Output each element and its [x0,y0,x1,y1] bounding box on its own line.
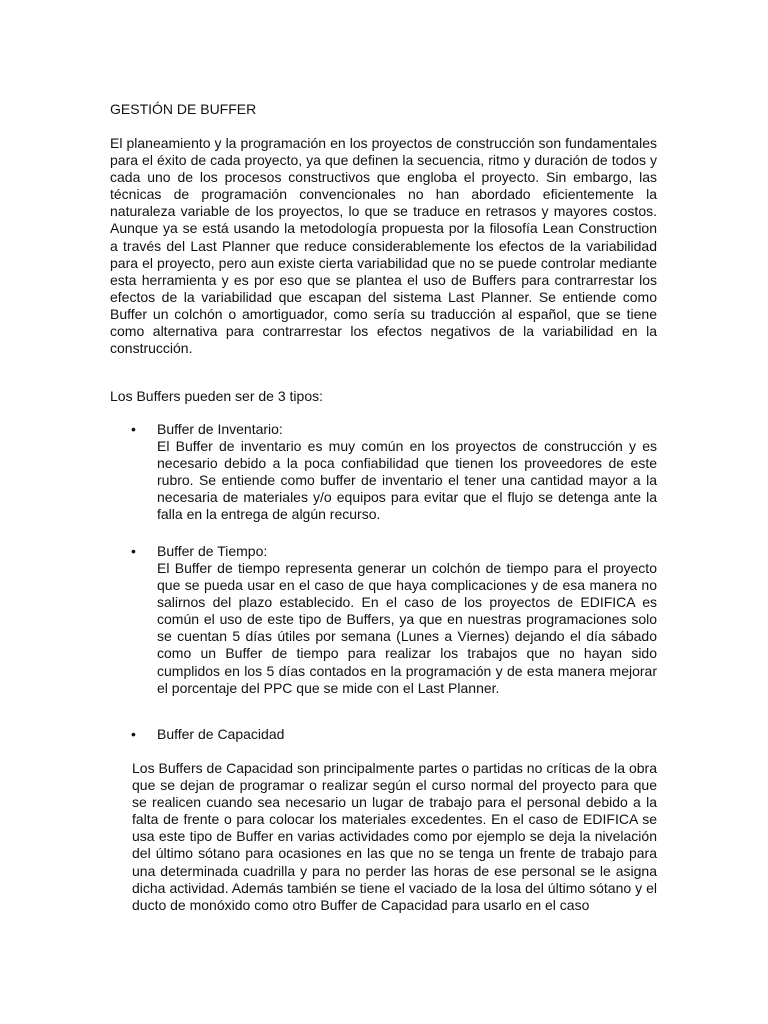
item-title-time: Buffer de Tiempo: [157,543,268,559]
capacity-paragraph: Los Buffers de Capacidad son principalmente partes o partidas no críticas de la obra que se dejan de programar o realizar según el curso normal del proyecto para que se realicen cuando sea necesario un lugar de trabajo para el personal debido a la falta de frente o para colocar los materiales excedentes. En el caso de EDIFICA se usa este tipo de Buffer en varias actividades como por ejemplo se deja la nivelación del último sótano para ocasiones en las que no se tenga un frente de trabajo para una determinada cuadrilla y para no perder las horas de ese personal se le asigna dicha actividad. Además también se tiene el vaciado de la losa del último sótano y el ducto de monóxido como otro Buffer de Capacidad para usarlo en el caso [132,760,657,913]
bullet-capacity: • [131,726,136,742]
bullet-time: • [131,543,136,559]
item-title-inventory: Buffer de Inventario: [157,421,283,437]
intro-paragraph: El planeamiento y la programación en los proyectos de construcción son fundamentales para el éxito de cada proyecto, ya que definen la secuencia, ritmo y duración de todos y cada uno de los procesos constructivos que engloba el proyecto. Sin embargo, las técnicas de programación convencionales no han abordado eficientemente la naturaleza variable de los proyectos, lo que se traduce en retrasos y mayores costos. Aunque ya se está usando la metodología propuesta por la filosofía Lean Construction a través del Last Planner que reduce considerablemente los efectos de la variabilidad para el proyecto, pero aun existe cierta variabilidad que no se puede controlar mediante esta herramienta y es por eso que se plantea el uso de Buffers para contrarrestar los efectos de la variabilidad que escapan del sistema Last Planner. Se entiende como Buffer un colchón o amortiguador, como sería su traducción al español, que se tiene como alternativa para contrarrestar los efectos negativos de la variabilidad en la construcción. [110,135,657,357]
item-body-inventory: El Buffer de inventario es muy común en los proyectos de construcción y es necesario debido a la poca confiabilidad que tienen los proveedores de este rubro. Se entiende como buffer de inventario el tener una cantidad mayor a la necesaria de materiales y/o equipos para evitar que el flujo se detenga ante la falla en la entrega de algún recurso. [157,438,657,523]
item-title-capacity: Buffer de Capacidad [157,726,285,742]
item-body-time: El Buffer de tiempo representa generar un colchón de tiempo para el proyecto que se pueda usar en el caso de que haya complicaciones y de esa manera no salirnos del plazo establecido. En el caso de los proyectos de EDIFICA es común el uso de este tipo de Buffers, ya que en nuestras programaciones solo se cuentan 5 días útiles por semana (Lunes a Viernes) dejando el día sábado como un Buffer de tiempo para realizar los trabajos que no hayan sido cumplidos en los 5 días contados en la programación y de esta manera mejorar el porcentaje del PPC que se mide con el Last Planner. [157,560,657,696]
document-heading: GESTIÓN DE BUFFER [110,101,257,117]
types-intro-paragraph: Los Buffers pueden ser de 3 tipos: [110,388,323,404]
bullet-inventory: • [131,421,136,437]
